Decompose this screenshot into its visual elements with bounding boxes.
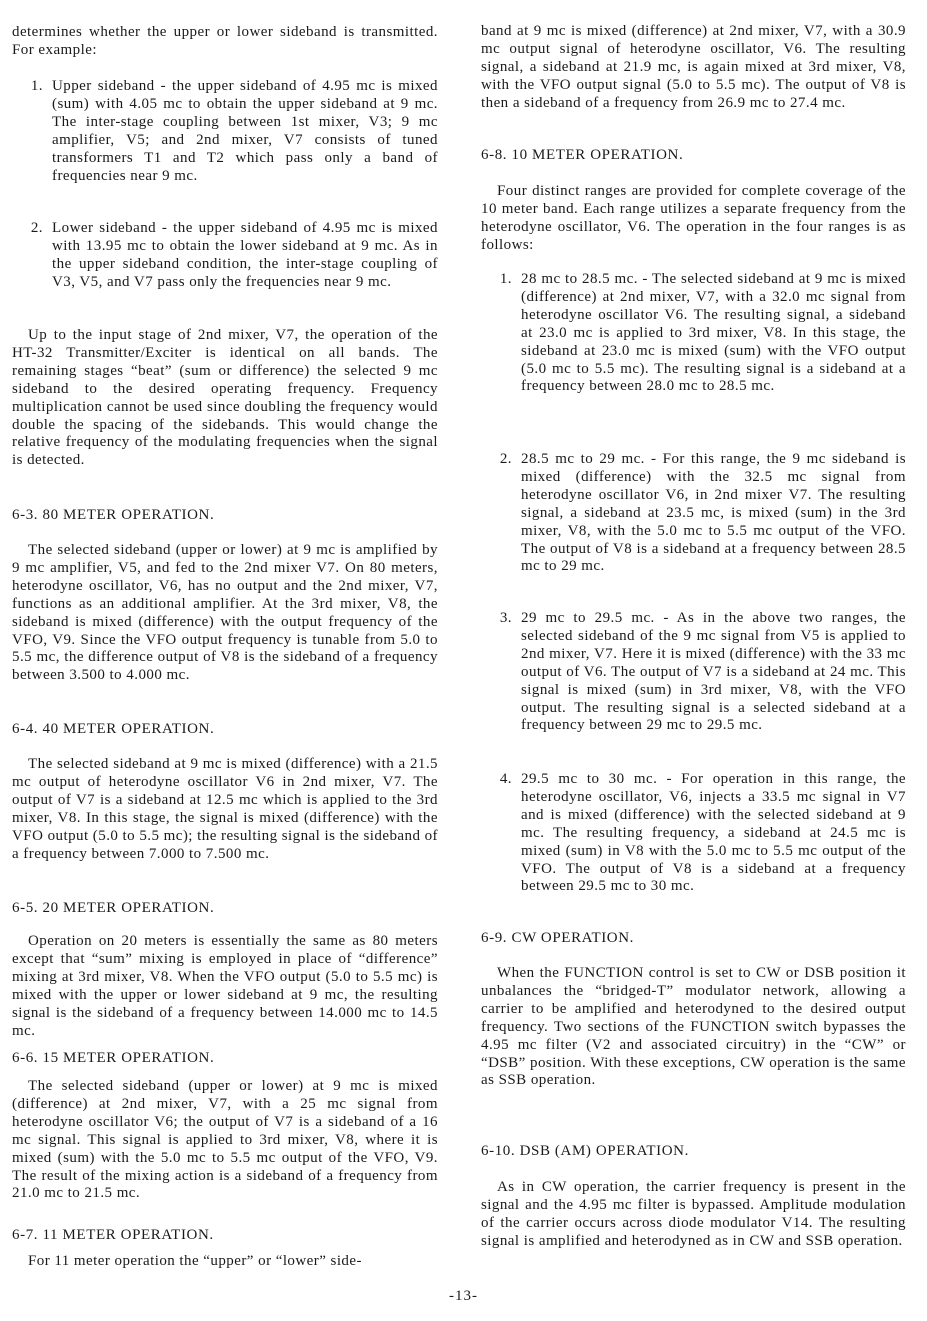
- section-heading-10m: 6-8. 10 METER OPERATION.: [481, 147, 684, 163]
- page-number: -13-: [449, 1288, 478, 1304]
- section-heading-40m: 6-4. 40 METER OPERATION.: [12, 721, 215, 737]
- paragraph-40m: The selected sideband at 9 mc is mixed (difference) with a 21.5 mc output of heterodyne oscillator V6 in 2nd mixer, V7. The output of V7 is a sideband at 12.5 mc which is applied to the 3rd mixer, V8. In this stage, the signal is mixed (difference) with the VFO output (5.0 to 5.5 mc); the resulting signal is the sideband of a frequency between 7.000 to 7.500 mc.: [12, 756, 438, 862]
- list-text: 28 mc to 28.5 mc. - The selected sideband at 9 mc is mixed (difference) at 2nd mixer, V7, with a 32.0 mc signal from heterodyne oscillator V6. The resulting signal, a sideband at 23.0 mc is applied to 3rd mixer, V8. In this stage, the sideband at 23.0 mc is mixed (sum) with the VFO output (5.0 mc to 5.5 mc). The resulting signal is a sideband at a frequency between 28.0 mc to 28.5 mc.: [521, 271, 906, 395]
- paragraph-cw: When the FUNCTION control is set to CW or DSB position it unbalances the “bridged-T” modulator network, allowing a carrier to be amplified and heterodyned to the desired output frequency. Two sections of the FUNCTION switch bypasses the 4.95 mc filter (V2 and associated circuitry) in the “CW” or “DSB” position. With these exceptions, CW operation is the same as SSB operation.: [481, 965, 906, 1089]
- list-text: 29.5 mc to 30 mc. - For operation in this range, the heterodyne oscillator, V6, injects a 33.5 mc signal in V7 and is mixed (difference) with the selected sideband at 9 mc. The resulting frequency, a sideband at 24.5 mc is mixed (sum) in V8 with the 5.0 mc to 5.5 mc output of the VFO. The output of V8 is a sideband at a frequency between 29.5 mc to 30 mc.: [521, 771, 906, 895]
- list-text: Lower sideband - the upper sideband of 4.95 mc is mixed with 13.95 mc to obtain the lower sideband at 9 mc. As in the upper sideband condition, the inter-stage coupling of V3, V5, and V7 pass only the frequencies near 9 mc.: [52, 220, 438, 290]
- list-item: [481, 610, 906, 735]
- paragraph-80m: The selected sideband (upper or lower) at 9 mc is amplified by 9 mc amplifier, V5, and fed to the 2nd mixer V7. On 80 meters, heterodyne oscillator, V6, has no output and the 2nd mixer, V7, functions as an additional amplifier. At the 3rd mixer, V8, the sideband is mixed (difference) with the output frequency of the VFO, V9. Since the VFO output frequency is tunable from 5.0 to 5.5 mc, the difference output of V8 is the sideband of a frequency between 3.500 to 4.000 mc.: [12, 542, 438, 684]
- list-text: Upper sideband - the upper sideband of 4.95 mc is mixed (sum) with 4.05 mc to obtain the upper sideband at 9 mc. The inter-stage coupling between 1st mixer, V3; 9 mc amplifier, V5; and 2nd mixer, V7 consists of tuned transformers T1 and T2 which pass only a band of frequencies near 9 mc.: [52, 78, 438, 184]
- list-item: [12, 78, 438, 185]
- paragraph-10m: Four distinct ranges are provided for complete coverage of the 10 meter band. Each range utilizes a separate frequency from the heterodyne oscillator, V6. The operation in the four ranges is as follows:: [481, 183, 906, 253]
- list-number: 1.: [30, 78, 43, 94]
- list-item: [481, 771, 906, 896]
- general-operation-paragraph: Up to the input stage of 2nd mixer, V7, the operation of the HT-32 Transmitter/Exciter is identical on all bands. The remaining stages “beat” (sum or difference) the selected 9 mc sideband to the desired operating frequency. Frequency multiplication cannot be used since doubling the frequency would double the spacing of the sidebands. This would change the relative frequency of the modulating frequencies when the signal is detected.: [12, 327, 438, 469]
- list-item: [481, 271, 906, 396]
- intro-paragraph: determines whether the upper or lower sideband is transmitted. For example:: [12, 24, 438, 58]
- section-heading-11m: 6-7. 11 METER OPERATION.: [12, 1227, 214, 1243]
- paragraph-11m-continued: band at 9 mc is mixed (difference) at 2nd mixer, V7, with a 30.9 mc output signal of heterodyne oscillator, V6. The resulting signal, a sideband at 21.9 mc, is again mixed at 3rd mixer, V8, with the VFO output signal (5.0 to 5.5 mc). The output of V8 is then a sideband of a frequency from 26.9 mc to 27.4 mc.: [481, 23, 906, 111]
- section-heading-dsb: 6-10. DSB (AM) OPERATION.: [481, 1143, 689, 1159]
- paragraph-dsb: As in CW operation, the carrier frequency is present in the signal and the 4.95 mc filter is bypassed. Amplitude modulation of the carrier occurs across diode modulator V14. The resulting signal is amplified and heterodyned as in CW and SSB operation.: [481, 1179, 906, 1249]
- section-heading-80m: 6-3. 80 METER OPERATION.: [12, 507, 215, 523]
- section-heading-cw: 6-9. CW OPERATION.: [481, 930, 635, 946]
- paragraph-20m: Operation on 20 meters is essentially the same as 80 meters except that “sum” mixing is employed in place of “difference” mixing at 3rd mixer, V8. When the VFO output (5.0 to 5.5 mc) is mixed with the upper or lower sideband at 9 mc, the resulting signal is the sideband of a frequency between 14.000 mc to 14.5 mc.: [12, 933, 438, 1039]
- list-number: 1.: [499, 271, 512, 287]
- section-heading-20m: 6-5. 20 METER OPERATION.: [12, 900, 215, 916]
- list-item: [12, 220, 438, 292]
- list-number: 4.: [499, 771, 512, 787]
- list-number: 3.: [499, 610, 512, 626]
- list-number: 2.: [499, 451, 512, 467]
- list-text: 29 mc to 29.5 mc. - As in the above two ranges, the selected sideband of the 9 mc signal from V5 is applied to 2nd mixer, V7. Here it is mixed (difference) with the 33 mc output of V6. The output of V7 is a sideband at 24 mc. This signal is mixed (sum) in 3rd mixer, V8, with the VFO output. The resulting signal is a selected sideband at a frequency between 29 mc to 29.5 mc.: [521, 610, 906, 734]
- list-item: [481, 451, 906, 576]
- paragraph-11m: For 11 meter operation the “upper” or “lower” side-: [28, 1253, 362, 1269]
- list-text: 28.5 mc to 29 mc. - For this range, the 9 mc sideband is mixed (difference) with the 32.5 mc signal from heterodyne oscillator V6, in 2nd mixer V7. The resulting signal, a sideband at 23.5 mc, is mixed (sum) in the 3rd mixer, V8, with the 5.0 mc to 5.5 mc output of the VFO. The output of V8 is a sideband at a frequency between 28.5 mc to 29 mc.: [521, 451, 906, 575]
- paragraph-15m: The selected sideband (upper or lower) at 9 mc is mixed (difference) at 2nd mixer, V7, with a 25 mc signal from heterodyne oscillator V6; the output of V7 is a sideband of a 16 mc signal. This signal is applied to 3rd mixer, V8, where it is mixed (sum) with the 5.0 mc to 5.5 mc output of the VFO, V9. The result of the mixing action is a sideband of a frequency from 21.0 mc to 21.5 mc.: [12, 1078, 438, 1202]
- list-number: 2.: [30, 220, 43, 236]
- section-heading-15m: 6-6. 15 METER OPERATION.: [12, 1050, 215, 1066]
